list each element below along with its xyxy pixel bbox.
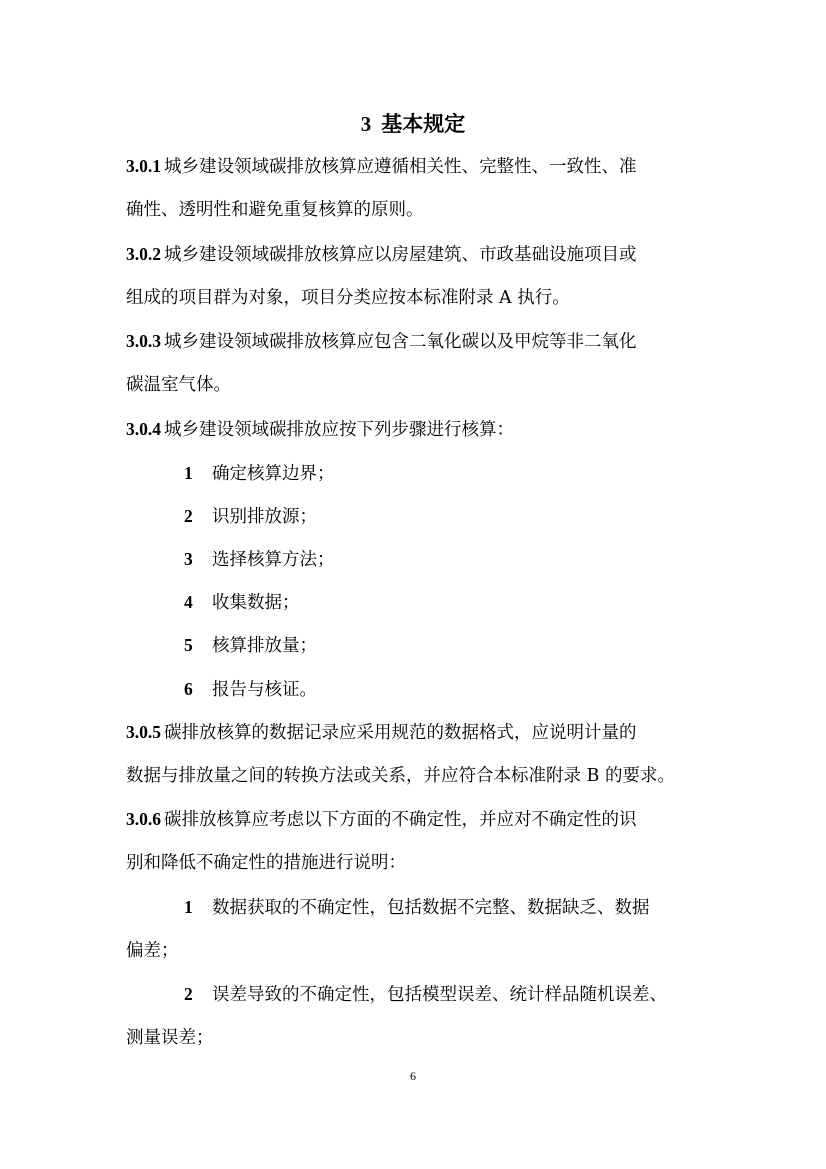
list-item-text: 误差导致的不确定性，包括模型误差、统计样品随机误差、 (212, 985, 667, 1005)
clause-text: 碳排放核算应考虑以下方面的不确定性，并应对不确定性的识 (164, 810, 637, 830)
clause-number: 3.0.5 (126, 722, 161, 742)
list-item-text: 数据获取的不确定性，包括数据不完整、数据缺乏、数据 (212, 898, 650, 918)
clause-3-0-4-line-1 (126, 415, 514, 444)
list-item-text: 核算排放量； (212, 636, 317, 656)
section-number: 3 (360, 112, 372, 136)
list-item (184, 980, 667, 1009)
clause-text: 碳排放核算的数据记录应采用规范的数据格式，应说明计量的 (164, 723, 637, 743)
list-item-number: 5 (184, 635, 193, 655)
clause-number: 3.0.2 (126, 244, 161, 264)
clause-number: 3.0.3 (126, 331, 161, 351)
section-title (0, 109, 826, 139)
list-item-text: 确定核算边界； (212, 464, 335, 484)
list-item (184, 893, 650, 922)
list-item-text: 识别排放源； (212, 507, 317, 527)
clause-number: 3.0.1 (126, 156, 161, 176)
list-item-number: 2 (184, 506, 193, 526)
list-item-text: 收集数据； (212, 593, 300, 613)
list-item-number: 2 (184, 984, 193, 1004)
clause-3-0-1-line-2: 确性、透明性和避免重复核算的原则。 (126, 200, 424, 220)
page-number: 6 (410, 1069, 416, 1083)
list-item (184, 631, 317, 660)
list-item-number: 1 (184, 897, 193, 917)
list-item-text: 报告与核证。 (212, 680, 317, 700)
list-item (184, 502, 317, 531)
list-item-text: 选择核算方法； (212, 550, 335, 570)
clause-3-0-2-line-2: 组成的项目群为对象，项目分类应按本标准附录 A 执行。 (126, 288, 570, 308)
clause-3-0-6-line-2: 别和降低不确定性的措施进行说明： (126, 853, 406, 873)
section-title-text: 基本规定 (381, 112, 466, 136)
list-item-number: 6 (184, 679, 193, 699)
clause-number: 3.0.6 (126, 809, 161, 829)
list-item-continuation: 测量误差； (126, 1028, 214, 1048)
clause-3-0-2-line-1 (126, 240, 637, 269)
clause-3-0-5-line-1 (126, 718, 637, 747)
list-item-continuation: 偏差； (126, 941, 179, 961)
clause-number: 3.0.4 (126, 419, 161, 439)
clause-3-0-5-line-2: 数据与排放量之间的转换方法或关系，并应符合本标准附录 B 的要求。 (126, 766, 675, 786)
list-item (184, 675, 317, 704)
list-item (184, 459, 335, 488)
clause-3-0-6-line-1 (126, 805, 637, 834)
list-item-number: 3 (184, 549, 193, 569)
clause-3-0-3-line-1 (126, 327, 637, 356)
clause-text: 城乡建设领域碳排放核算应遵循相关性、完整性、一致性、准 (164, 157, 637, 177)
clause-3-0-3-line-2: 碳温室气体。 (126, 375, 231, 395)
clause-text: 城乡建设领域碳排放核算应包含二氧化碳以及甲烷等非二氧化 (164, 332, 637, 352)
clause-text: 城乡建设领域碳排放核算应以房屋建筑、市政基础设施项目或 (164, 245, 637, 265)
clause-text: 城乡建设领域碳排放应按下列步骤进行核算： (164, 420, 514, 440)
list-item-number: 1 (184, 463, 193, 483)
list-item (184, 545, 335, 574)
list-item (184, 588, 300, 617)
clause-3-0-1-line-1 (126, 152, 637, 181)
list-item-number: 4 (184, 592, 193, 612)
